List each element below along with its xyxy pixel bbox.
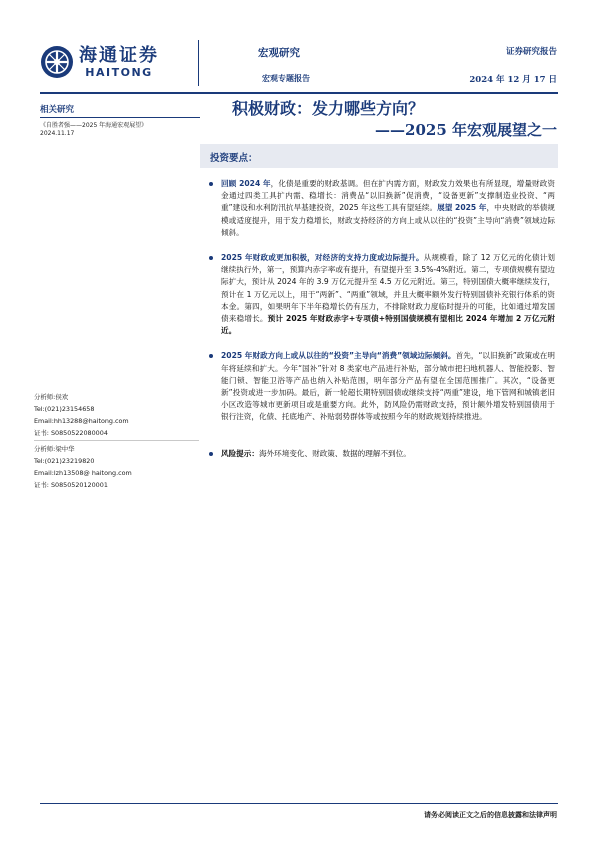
bullet-dot-icon — [209, 452, 213, 456]
report-title: 积极财政：发力哪些方向？ — [232, 99, 425, 118]
key-points-label: 投资要点： — [210, 153, 258, 164]
key-point-risk-warning — [207, 448, 555, 460]
analyst-certificate: 证书: S0850522080004 — [34, 429, 108, 437]
report-type: 证券研究报告 — [505, 47, 557, 57]
footer-rule — [40, 803, 558, 804]
key-point-text: 从规模看，除了 12 万亿元的化债计划继续执行外，第一，预算内赤字率或有提升，有望提升至 3.5%-4%附近。第二，专项债规模有望边际扩大，预计从 2024 年的 3.9 万亿元提升至 4.5 万亿元附近。第三，特别国债大概率继续发行，预计在 1 万亿元以上，用于“两新”、“两重”领域，并且大概率额外发行特别国债补充银行体系的资本金。第四，如果明年下半年稳增长仍有压力，不排除财政力度临时提升的可能，比如通过增发国债来稳增长。 — [221, 253, 555, 324]
related-research-rule — [40, 117, 200, 118]
key-point-text: ，中央财政的举债规模或适度提升，用于发力稳增长，财政支持经济的方向上或从以往的“投资”主导向“消费”领域边际倾斜。 — [221, 203, 555, 237]
analyst-email[interactable]: Email:hh13288@haitong.com — [34, 417, 129, 425]
report-category: 宏观研究 — [258, 47, 300, 59]
footer-disclaimer: 请务必阅读正文之后的信息披露和法律声明 — [424, 811, 557, 819]
key-point-conclusion: 预计 2025 年财政赤字+专项债+特别国债规模有望相比 2024 年增加 2 万亿元附近。 — [221, 314, 556, 336]
key-point-lead: 2025 年财政方向上或从以往的“投资”主导向“消费”领域边际倾斜。 — [221, 351, 456, 361]
analyst-contacts — [34, 391, 199, 491]
analyst-name: 分析师:侯欢 — [34, 393, 69, 401]
key-point-text: ，化债是重要的财政基调。但在扩内需方面，财政发力效果也有所显现，增量财政资金通过四类工具扩内需、稳增长：消费品“以旧换新”促消费，“设备更新”支撑制造业投资、“两重”建设和水利防汛抗旱基建投资，2025 年这些工具有望延续。 — [221, 179, 555, 213]
bullet-dot-icon — [209, 182, 213, 186]
key-points-list — [207, 178, 555, 460]
risk-warning-label: 风险提示： — [221, 448, 259, 458]
key-point-lead: 回顾 2024 年 — [221, 179, 271, 188]
header-divider — [198, 40, 199, 86]
related-research-link[interactable]: 《自胜者强——2025 年海通宏观展望》 — [40, 122, 148, 129]
risk-warning-text: 海外环境变化、财政策、数据的理解不到位。 — [258, 448, 411, 458]
haitong-logo — [40, 45, 159, 79]
bullet-dot-icon — [209, 256, 213, 260]
analyst-divider — [34, 440, 199, 441]
key-point-lead: 展望 2025 年 — [437, 203, 487, 213]
key-point-review-2024 — [207, 178, 555, 239]
analyst-name: 分析师:梁中华 — [34, 445, 75, 453]
bullet-dot-icon — [209, 354, 213, 358]
analyst-phone: Tel:(021)23154658 — [34, 405, 95, 413]
analyst-email[interactable]: Email:lzh13508@ haitong.com — [34, 469, 132, 477]
logo-english-name: HAITONG — [85, 66, 153, 79]
haitong-logo-icon — [40, 45, 74, 79]
key-point-lead: 2025 年财政或更加积极，对经济的支持力度或边际提升。 — [221, 253, 424, 263]
related-research-date: 2024.11.17 — [40, 130, 75, 137]
key-point-text: 首先，“以旧换新”政策或在明年将延续和扩大。今年“国补”针对 8 类家电产品进行补贴，部分城市把扫地机器人、智能投影、智能门锁、智能卫浴等产品也纳入补贴范围，明年部分产品有望在全国范围推广。其次，“设备更新”投资或进一步加码。最后，新一轮超长期特别国债或继续支持“两重”建设，地下管网和城镇老旧小区改造等城市更新项目或是重要方向。此外，防风险仍需财政支持，预计额外增发特别国债用于银行注资，化债、托底地产、补贴弱势群体等或按照今年的财政规划持续推进。 — [221, 351, 555, 422]
report-subtitle: ——2025 年宏观展望之一 — [375, 121, 557, 139]
header-rule — [40, 92, 558, 94]
report-subcategory: 宏观专题报告 — [262, 73, 310, 83]
key-point-fiscal-direction — [207, 350, 555, 423]
analyst-phone: Tel:(021)23219820 — [34, 457, 95, 465]
key-point-fiscal-scale — [207, 252, 555, 337]
analyst-certificate: 证书: S0850520120001 — [34, 481, 108, 489]
report-date: 2024 年 12 月 17 日 — [469, 75, 557, 85]
logo-chinese-name: 海通证券 — [79, 45, 159, 66]
related-research-title: 相关研究 — [40, 105, 75, 115]
